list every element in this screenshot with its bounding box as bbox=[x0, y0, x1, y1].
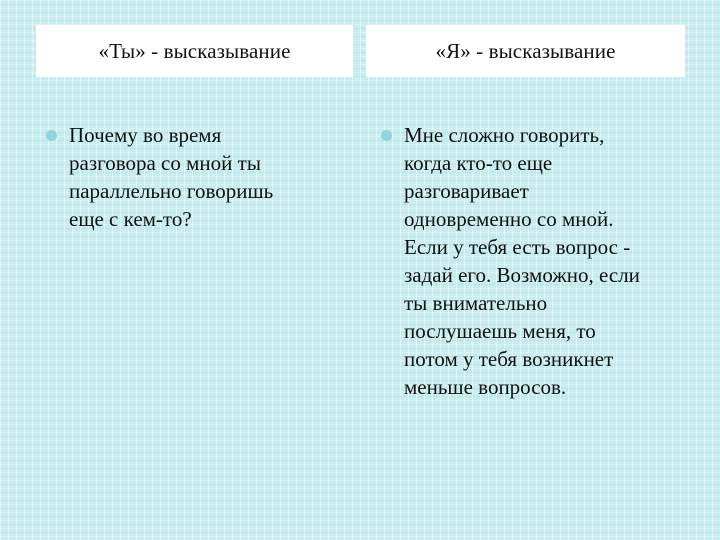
you-statement-text: Почему во время разговора со мной ты параллельно говоришь еще с кем-то? bbox=[69, 123, 274, 231]
you-statement-heading-box bbox=[36, 25, 353, 77]
i-statement-heading-box bbox=[366, 25, 685, 77]
bullet-dot-icon bbox=[46, 130, 57, 141]
you-statement-column bbox=[46, 121, 336, 233]
you-statement-list-item bbox=[46, 121, 336, 233]
bullet-dot-icon bbox=[381, 130, 392, 141]
i-statement-heading: «Я» - высказывание bbox=[435, 38, 616, 63]
i-statement-list-item bbox=[381, 121, 681, 401]
i-statement-text: Мне сложно говорить, когда кто-то еще разговаривает одновременно со мной. Если у тебя есть вопрос - задай его. Возможно, если ты внимательно послушаешь меня, то потом у тебя возникнет меньше вопросов. bbox=[404, 123, 640, 399]
i-statement-column bbox=[381, 121, 681, 401]
you-statement-heading: «Ты» - высказывание bbox=[98, 38, 291, 63]
